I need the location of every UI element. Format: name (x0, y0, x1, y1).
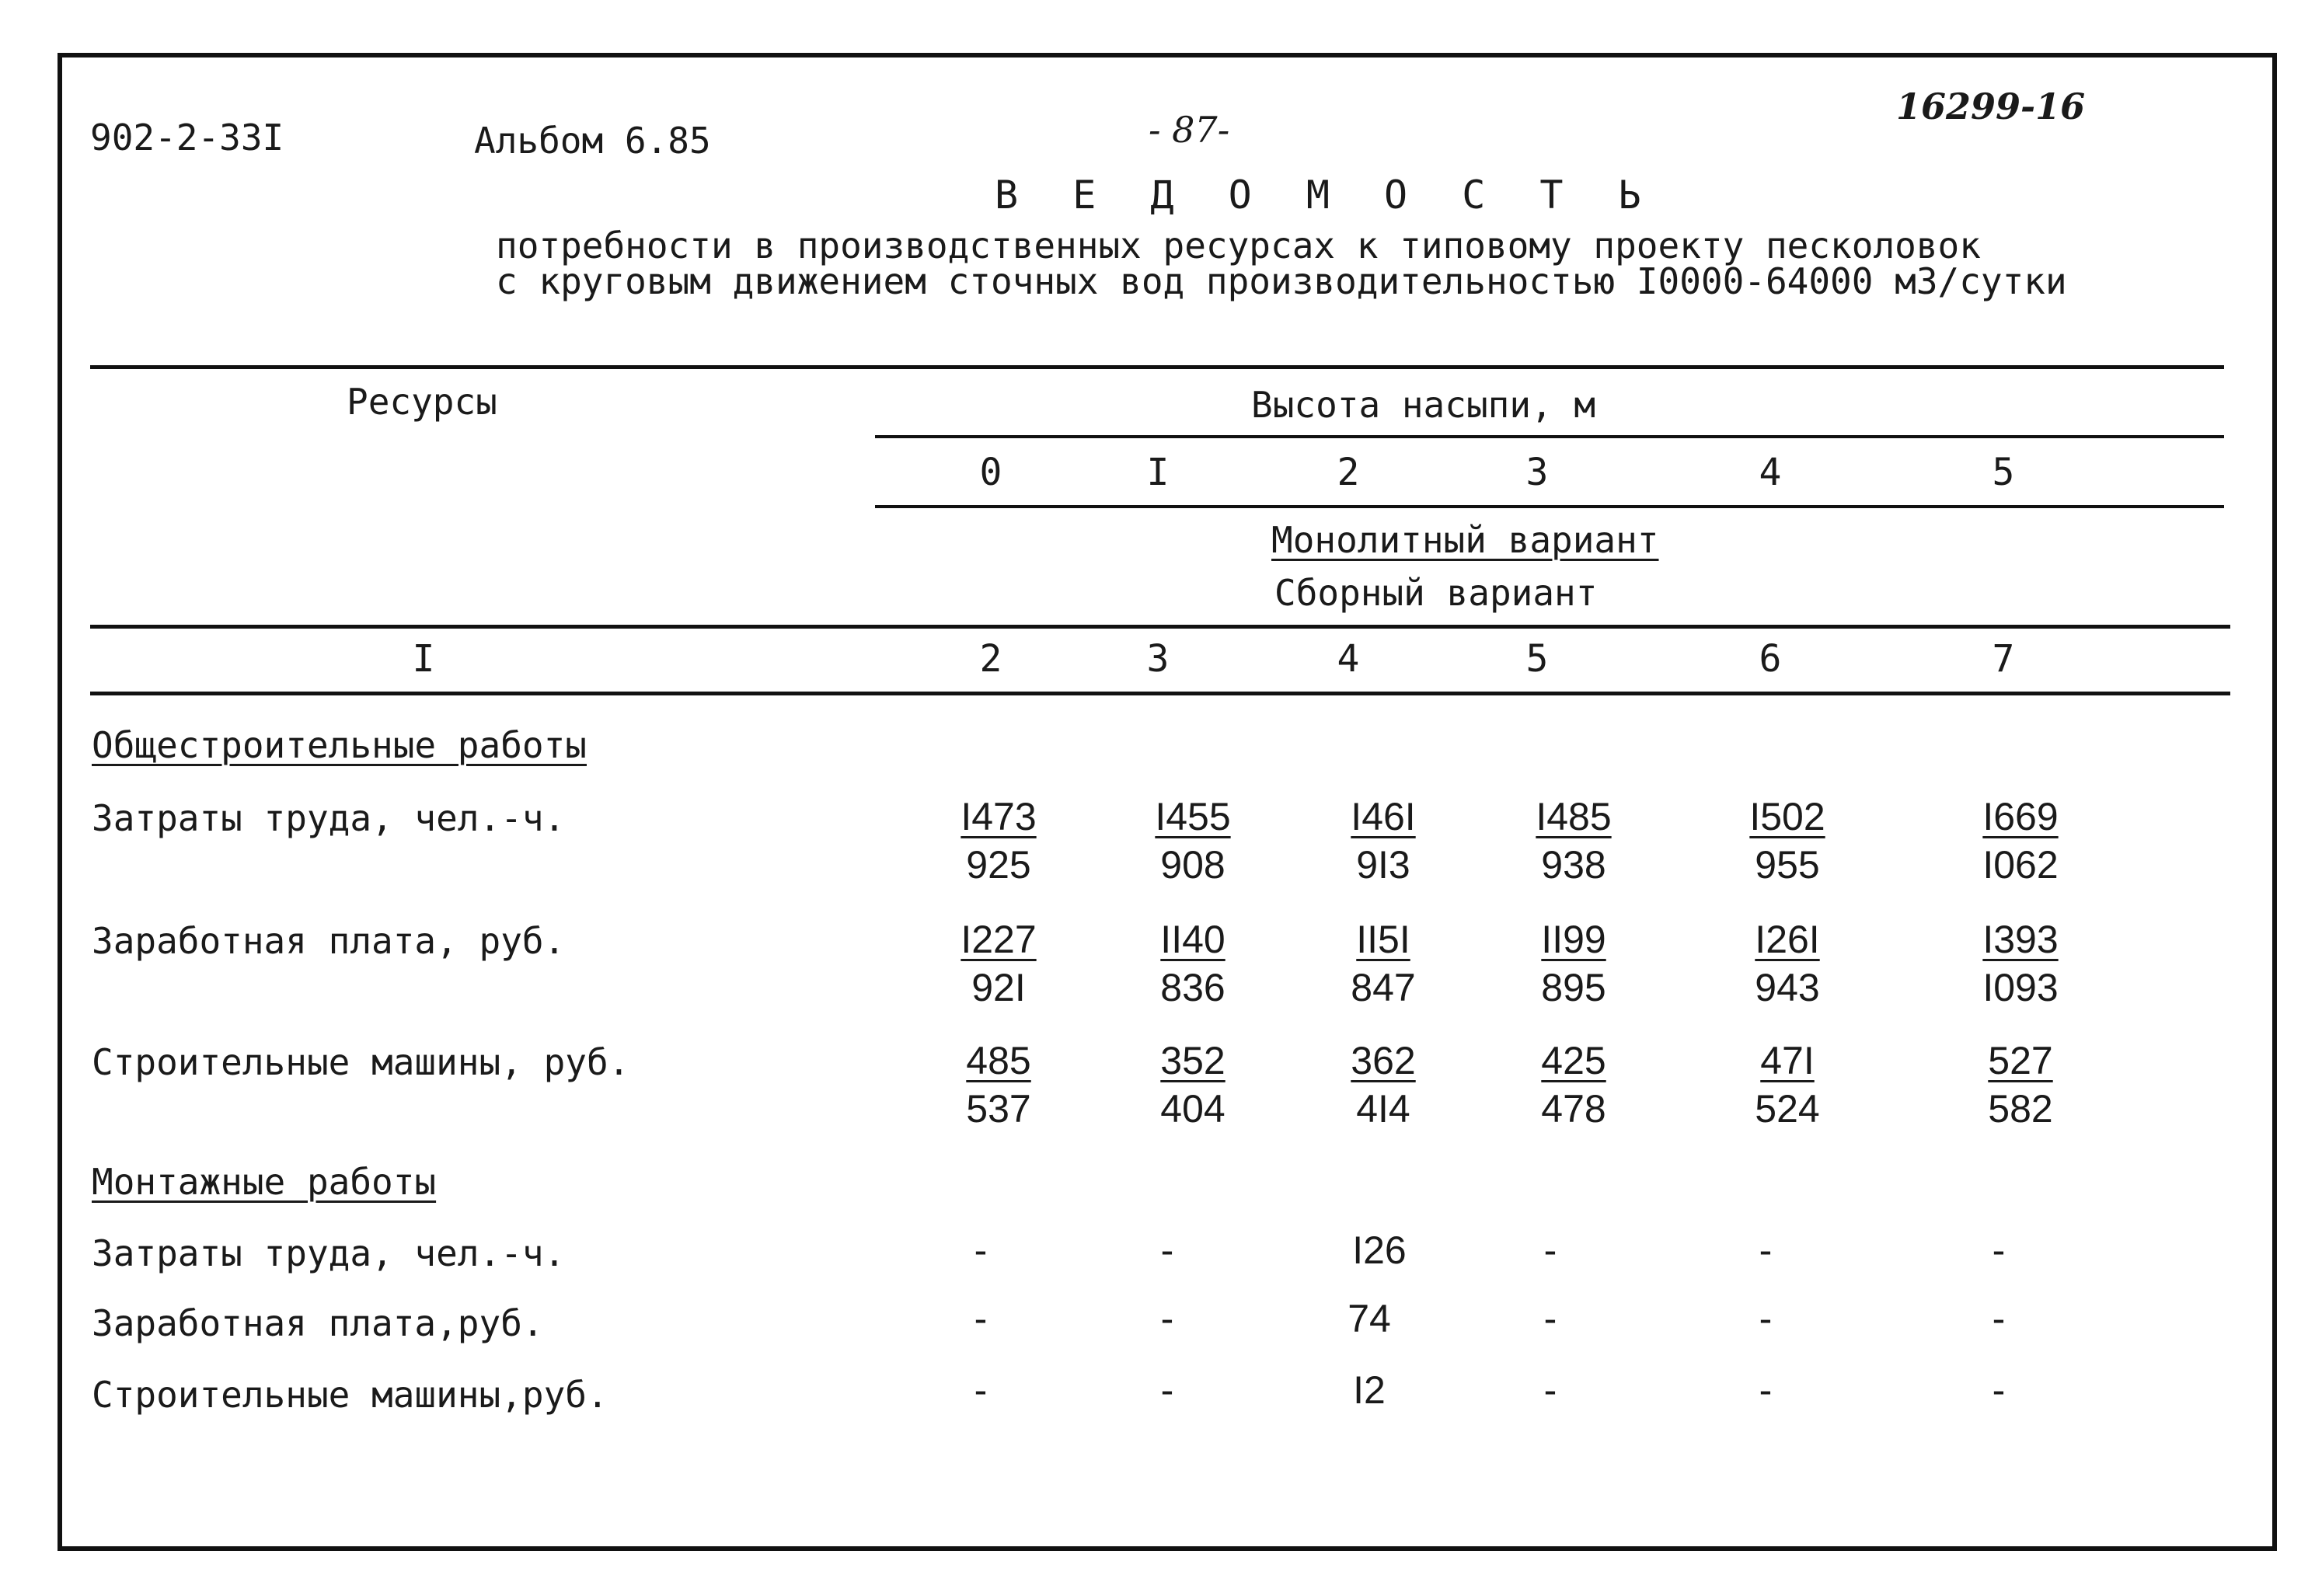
row-label: Затраты труда, чел.-ч. (92, 797, 566, 839)
table-cell: - (1759, 1297, 1773, 1340)
section-title-assembly: Монтажные работы (92, 1161, 437, 1203)
section-title-general: Общестроительные работы (92, 724, 587, 766)
table-cell: - (1543, 1297, 1557, 1340)
height-1: I (1146, 451, 1170, 494)
document-title: В Е Д О М О С Т Ь (995, 172, 1657, 218)
height-3: 3 (1525, 451, 1549, 494)
column-number-7: 7 (1992, 637, 2015, 681)
column-number-3: 3 (1146, 637, 1170, 681)
table-cell: I2 (1353, 1368, 1386, 1412)
height-5: 5 (1992, 451, 2015, 494)
height-2: 2 (1337, 451, 1360, 494)
table-cell: - (1992, 1368, 2006, 1412)
table-cell: $\frac{II5I}{847}$ (1351, 918, 1416, 1009)
variant-prefab: Сборный вариант (1274, 572, 1598, 614)
table-cell: 74 (1348, 1297, 1391, 1340)
table-cell: $\frac{527}{582}$ (1988, 1039, 2053, 1131)
height-0: 0 (979, 451, 1002, 494)
table-cell: - (1543, 1368, 1557, 1412)
table-cell: $\frac{47I}{524}$ (1755, 1039, 1820, 1131)
table-cell: - (974, 1368, 988, 1412)
table-cell: - (974, 1228, 988, 1272)
variant-monolithic: Монолитный вариант (1271, 519, 1659, 561)
resources-header: Ресурсы (347, 381, 497, 423)
column-number-2: 2 (979, 637, 1002, 681)
page-number: - 87- (1149, 109, 1230, 151)
table-cell: $\frac{362}{4I4}$ (1351, 1039, 1416, 1131)
table-cell: $\frac{I473}{925}$ (961, 795, 1037, 887)
table-cell: $\frac{I46I}{9I3}$ (1351, 795, 1416, 887)
table-cell: - (1543, 1228, 1557, 1272)
album-label: Альбом 6.85 (474, 120, 711, 162)
row-label: Заработная плата, руб. (92, 920, 566, 962)
table-cell: $\frac{I485}{938}$ (1536, 795, 1612, 887)
heights-rule (875, 505, 2224, 508)
row-label: Строительные машины,руб. (92, 1374, 608, 1416)
table-cell: $\frac{I26I}{943}$ (1755, 918, 1820, 1009)
table-cell: - (1759, 1228, 1773, 1272)
height-4: 4 (1759, 451, 1782, 494)
table-cell: $\frac{352}{404}$ (1160, 1039, 1226, 1131)
header-bottom-rule (90, 625, 2230, 629)
table-cell: - (1160, 1228, 1174, 1272)
table-cell: $\frac{II40}{836}$ (1160, 918, 1226, 1009)
table-cell: I26 (1352, 1228, 1407, 1272)
subtitle-line-2: с круговым движением сточных вод производительностью I0000-64000 м3/сутки (496, 260, 2067, 302)
table-cell: $\frac{425}{478}$ (1541, 1039, 1606, 1131)
table-cell: $\frac{485}{537}$ (966, 1039, 1031, 1131)
column-number-1: I (412, 637, 435, 681)
table-cell: - (974, 1297, 988, 1340)
table-cell: $\frac{I227}{92I}$ (961, 918, 1037, 1009)
table-cell: $\frac{I669}{I062}$ (1982, 795, 2059, 887)
column-number-6: 6 (1759, 637, 1782, 681)
table-cell: $\frac{I393}{I093}$ (1982, 918, 2059, 1009)
table-top-rule (90, 365, 2224, 369)
table-cell: - (1759, 1368, 1773, 1412)
table-cell: - (1992, 1228, 2006, 1272)
column-numbers-rule (90, 692, 2230, 695)
column-number-4: 4 (1337, 637, 1360, 681)
subtitle-line-1: потребности в производственных ресурсах к типовому проекту песколовок (496, 225, 1981, 267)
table-cell: $\frac{I455}{908}$ (1155, 795, 1231, 887)
height-header: Высота насыпи, м (1251, 384, 1596, 426)
row-label: Строительные машины, руб. (92, 1041, 630, 1083)
height-header-rule (875, 435, 2224, 438)
doc-code: 902-2-33I (90, 117, 284, 159)
table-cell: - (1992, 1297, 2006, 1340)
table-cell: $\frac{II99}{895}$ (1541, 918, 1606, 1009)
table-cell: - (1160, 1368, 1174, 1412)
column-number-5: 5 (1525, 637, 1549, 681)
handwritten-stamp: 16299-16 (1896, 85, 2086, 127)
table-cell: $\frac{I502}{955}$ (1749, 795, 1825, 887)
table-cell: - (1160, 1297, 1174, 1340)
row-label: Заработная плата,руб. (92, 1302, 544, 1344)
row-label: Затраты труда, чел.-ч. (92, 1232, 566, 1274)
